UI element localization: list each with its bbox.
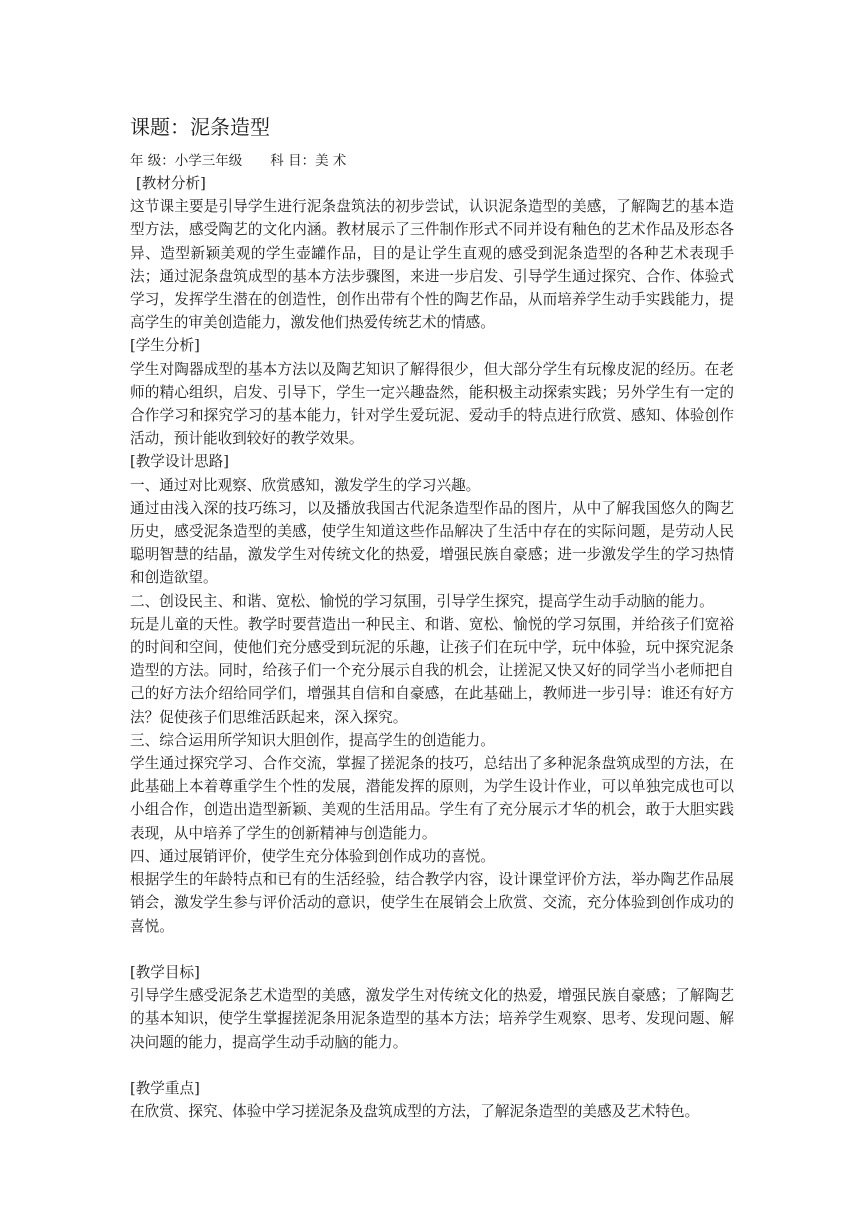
design-item-title: 四、通过展销评价，使学生充分体验到创作成功的喜悦。 bbox=[130, 847, 495, 865]
section-heading-goals: [教学目标] bbox=[130, 963, 200, 981]
subject-label: 科 目：美 术 bbox=[270, 153, 347, 169]
design-item-title: 三、综合运用所学知识大胆创作，提高学生的创造能力。 bbox=[130, 731, 495, 749]
section-text-focus: 在欣赏、探究、体验中学习搓泥条及盘筑成型的方法，了解泥条造型的美感及艺术特色。 bbox=[130, 1103, 700, 1121]
blank-line bbox=[130, 1054, 734, 1077]
section-text-students: 学生对陶器成型的基本方法以及陶艺知识了解得很少，但大部分学生有玩橡皮泥的经历。在老师的精心组织，启发、引导下，学生一定兴趣盎然，能积极主动探索实践；另外学生有一定的合作学习和探究学习的基本能力，针对学生爱玩泥、爱动手的特点进行欣赏、感知、体验创作活动，预计能收到较好的教学效果。 bbox=[130, 360, 734, 448]
section-heading-students: [学生分析] bbox=[130, 337, 200, 355]
design-item-text: 通过由浅入深的技巧练习，以及播放我国古代泥条造型作品的图片，从中了解我国悠久的陶艺历史，感受泥条造型的美感，使学生知道这些作品解决了生活中存在的实际问题，是劳动人民聪明智慧的结晶，激发学生对传统文化的热爱，增强民族自豪感；进一步激发学生的学习热情和创造欲望。 bbox=[130, 499, 734, 587]
blank-line bbox=[130, 938, 734, 961]
document-body bbox=[130, 172, 734, 1123]
lesson-title: 课题：泥条造型 bbox=[130, 115, 270, 139]
section-text-goals: 引导学生感受泥条艺术造型的美感，激发学生对传统文化的热爱，增强民族自豪感；了解陶艺的基本知识，使学生掌握搓泥条用泥条造型的基本方法；培养学生观察、思考、发现问题、解决问题的能力，提高学生动手动脑的能力。 bbox=[130, 987, 734, 1051]
grade-label: 年 级：小学三年级 bbox=[130, 153, 243, 169]
lesson-meta bbox=[130, 150, 346, 172]
design-item-text: 根据学生的年龄特点和已有的生活经验，结合教学内容，设计课堂评价方法，举办陶艺作品展销会，激发学生参与评价活动的意识，使学生在展销会上欣赏、交流，充分体验到创作成功的喜悦。 bbox=[130, 871, 734, 935]
design-item-text: 玩是儿童的天性。教学时要营造出一种民主、和谐、宽松、愉悦的学习氛围，并给孩子们宽裕的时间和空间，使他们充分感受到玩泥的乐趣，让孩子们在玩中学，玩中体验，玩中探究泥条造型的方法。同时，给孩子们一个充分展示自我的机会，让搓泥又快又好的同学当小老师把自己的好方法介绍给同学们，增强其自信和自豪感，在此基础上，教师进一步引导：谁还有好方法？促使孩子们思维活跃起来，深入探究。 bbox=[130, 615, 734, 726]
design-item-title: 一、通过对比观察、欣赏感知，激发学生的学习兴趣。 bbox=[130, 476, 481, 494]
section-text-material: 这节课主要是引导学生进行泥条盘筑法的初步尝试，认识泥条造型的美感，了解陶艺的基本造型方法，感受陶艺的文化内涵。教材展示了三件制作形式不同并设有釉色的艺术作品及形态各异、造型新颖美观的学生壶罐作品，目的是让学生直观的感受到泥条造型的各种艺术表现手法；通过泥条盘筑成型的基本方法步骤图，来进一步启发、引导学生通过探究、合作、体验式学习，发挥学生潜在的创造性，创作出带有个性的陶艺作品，从而培养学生动手实践能力，提高学生的审美创造能力，激发他们热爱传统艺术的情感。 bbox=[130, 198, 734, 332]
section-heading-material: [教材分析] bbox=[136, 175, 206, 192]
section-heading-design: [教学设计思路] bbox=[130, 453, 229, 471]
section-heading-focus: [教学重点] bbox=[130, 1079, 200, 1097]
design-item-title: 二、创设民主、和谐、宽松、愉悦的学习氛围，引导学生探究，提高学生动手动脑的能力。 bbox=[130, 592, 714, 610]
design-item-text: 学生通过探究学习、合作交流，掌握了搓泥条的技巧，总结出了多种泥条盘筑成型的方法，在此基础上本着尊重学生个性的发展，潜能发挥的原则，为学生设计作业，可以单独完成也可以小组合作，创造出造型新颖、美观的生活用品。学生有了充分展示才华的机会，敢于大胆实践表现，从中培养了学生的创新精神与创造能力。 bbox=[130, 755, 734, 842]
